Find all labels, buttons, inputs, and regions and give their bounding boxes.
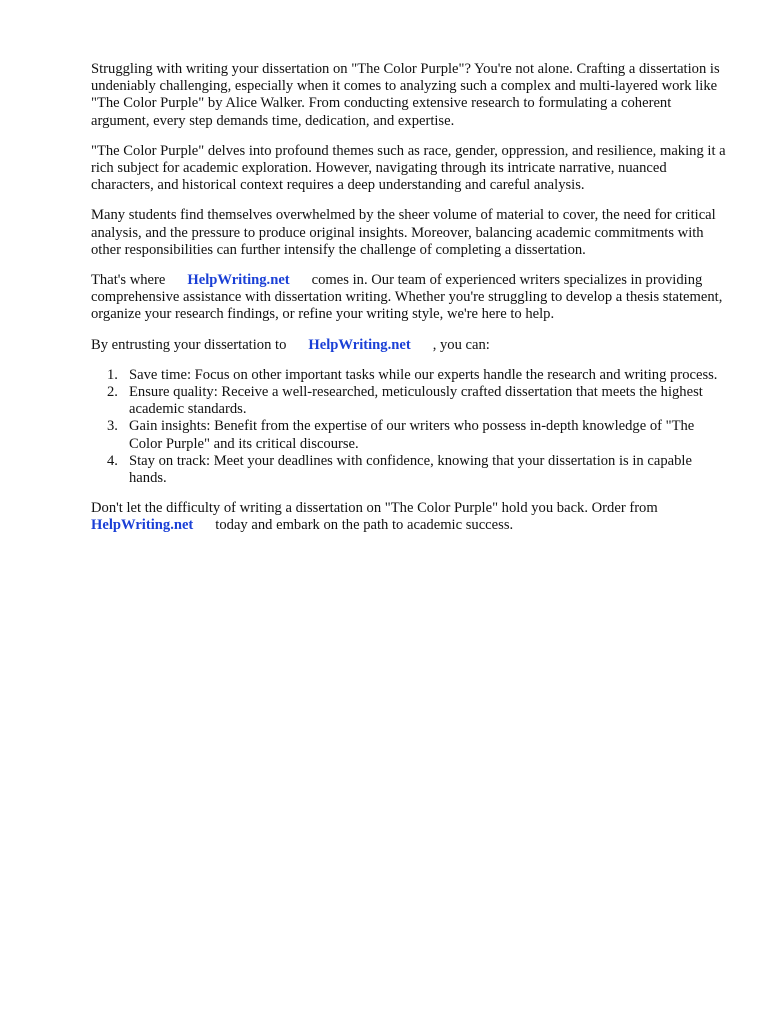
service-paragraph	[91, 272, 731, 324]
list-item-number: 3.	[107, 418, 118, 435]
service-paragraph-lead: That's where	[91, 272, 166, 289]
closing-paragraph	[91, 500, 731, 534]
list-item-text: Stay on track: Meet your deadlines with confidence, knowing that your dissertation is in capable hands.	[129, 452, 692, 487]
list-item	[91, 418, 731, 452]
closing-paragraph-lead: Don't let the difficulty of writing a dissertation on "The Color Purple" hold you back. Order from	[91, 500, 658, 517]
entrust-paragraph-lead: By entrusting your dissertation to	[91, 336, 287, 353]
list-item	[91, 367, 731, 384]
list-item	[91, 453, 731, 487]
themes-paragraph: "The Color Purple" delves into profound themes such as race, gender, oppression, and resilience, making it a rich subject for academic exploration. However, navigating through its intricate narrative, nuanced characters, and historical context requires a deep understanding and careful analysis.	[91, 142, 726, 194]
helpwriting-link[interactable]: HelpWriting.net	[187, 272, 290, 289]
entrust-paragraph	[91, 337, 731, 354]
service-paragraph-rest: comes in. Our team of experienced writers specializes in providing comprehensive assistance with dissertation writing. Whether you're struggling to develop a thesis statement, organize your research findings, or refine your writing style, we're here to help.	[91, 272, 723, 323]
list-item-number: 2.	[107, 384, 118, 401]
list-item-number: 4.	[107, 452, 118, 469]
closing-paragraph-rest: today and embark on the path to academic success.	[215, 517, 514, 534]
list-item-text: Save time: Focus on other important tasks while our experts handle the research and writing process.	[129, 366, 718, 383]
document-page	[91, 61, 731, 548]
helpwriting-link[interactable]: HelpWriting.net	[308, 336, 411, 353]
entrust-paragraph-rest: , you can:	[432, 336, 490, 353]
benefits-list	[91, 367, 731, 487]
list-item-text: Gain insights: Benefit from the expertise of our writers who possess in-depth knowledge of "The Color Purple" and its critical discourse.	[129, 418, 695, 452]
list-item-number: 1.	[107, 366, 118, 383]
list-item	[91, 384, 731, 418]
intro-paragraph: Struggling with writing your dissertation on "The Color Purple"? You're not alone. Crafting a dissertation is undeniably challenging, especially when it comes to analyzing such a complex and multi-layered work like "The Color Purple" by Alice Walker. From conducting extensive research to formulating a coherent argument, every step demands time, dedication, and expertise.	[91, 61, 720, 129]
students-paragraph: Many students find themselves overwhelmed by the sheer volume of material to cover, the need for critical analysis, and the pressure to produce original insights. Moreover, balancing academic commitments with other responsibilities can further intensify the challenge of completing a dissertation.	[91, 207, 716, 258]
helpwriting-link[interactable]: HelpWriting.net	[91, 517, 194, 534]
list-item-text: Ensure quality: Receive a well-researched, meticulously crafted dissertation that meets the highest academic standards.	[129, 384, 703, 418]
